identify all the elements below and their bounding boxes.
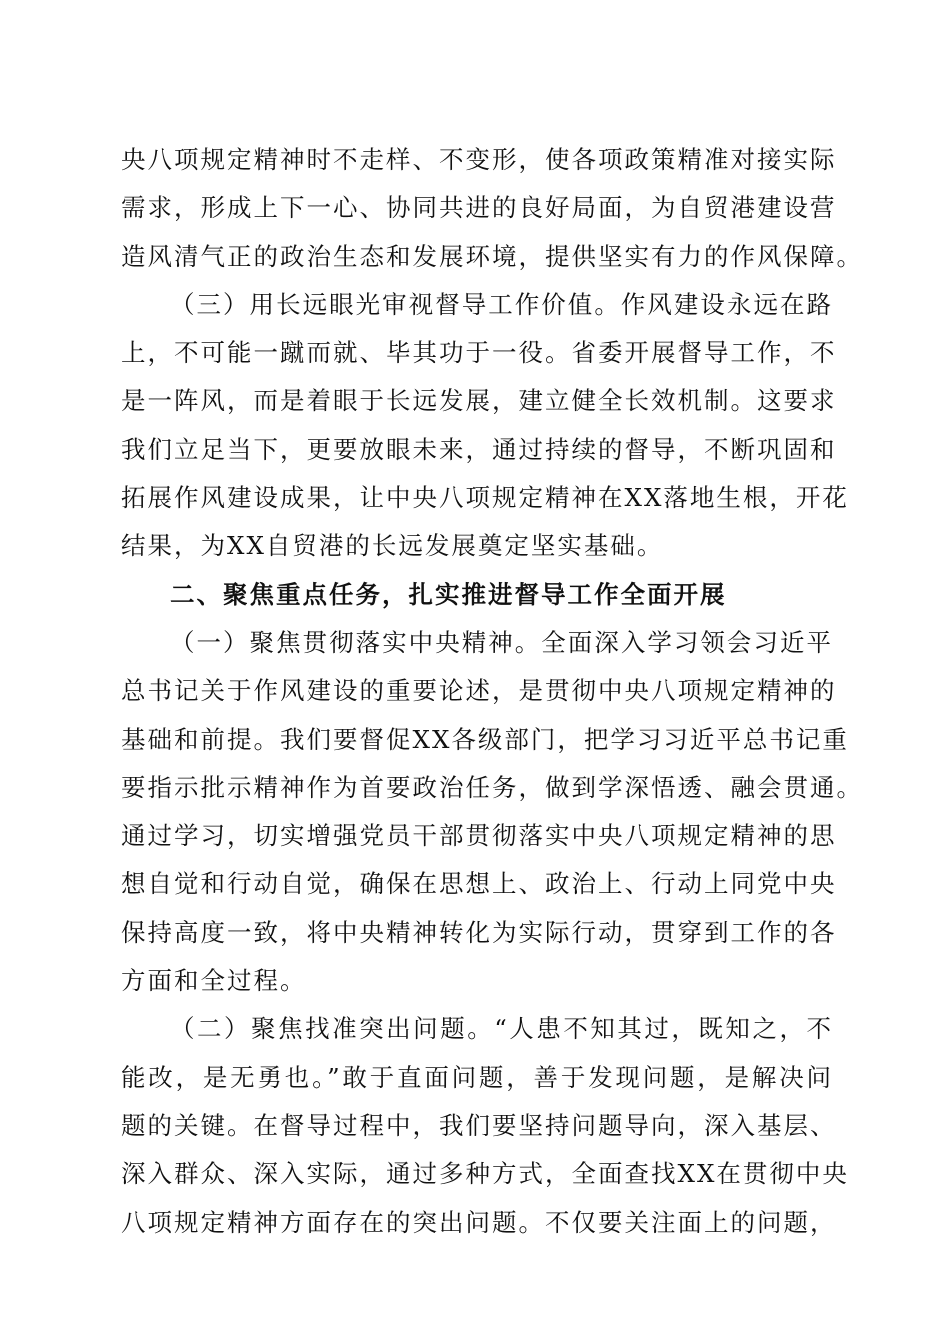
- text-line: （三）用长远眼光审视督导工作价值。作风建设永远在路: [170, 289, 833, 319]
- body-text: [121, 136, 863, 1247]
- text-line: 想自觉和行动自觉，确保在思想上、政治上、行动上同党中央: [121, 869, 837, 899]
- text-line: 结果，为XX自贸港的长远发展奠定坚实基础。: [121, 531, 664, 561]
- text-line: 上，不可能一蹴而就、毕其功于一役。省委开展督导工作，不: [121, 338, 837, 368]
- text-line: （一）聚焦贯彻落实中央精神。全面深入学习领会习近平: [170, 627, 833, 657]
- text-line: （二）聚焦找准突出问题。“人患不知其过，既知之，不: [170, 1014, 833, 1044]
- section-heading: 二、聚焦重点任务，扎实推进督导工作全面开展: [170, 579, 727, 609]
- text-line: 八项规定精神方面存在的突出问题。不仅要关注面上的问题，: [121, 1207, 837, 1237]
- text-line: 要指示批示精神作为首要政治任务，做到学深悟透、融会贯通。: [121, 772, 863, 802]
- text-line: 题的关键。在督导过程中，我们要坚持问题导向，深入基层、: [121, 1110, 837, 1140]
- text-line: 央八项规定精神时不走样、不变形，使各项政策精准对接实际: [121, 145, 837, 174]
- text-line: 我们立足当下，更要放眼未来，通过持续的督导，不断巩固和: [121, 434, 837, 464]
- text-line: 总书记关于作风建设的重要论述，是贯彻中央八项规定精神的: [121, 676, 837, 706]
- text-line: 拓展作风建设成果，让中央八项规定精神在XX落地生根，开花: [121, 483, 849, 513]
- text-line: 通过学习，切实增强党员干部贯彻落实中央八项规定精神的思: [121, 821, 837, 851]
- text-line: 能改，是无勇也。”敢于直面问题，善于发现问题，是解决问: [121, 1062, 833, 1092]
- text-line: 需求，形成上下一心、协同共进的良好局面，为自贸港建设营: [121, 193, 837, 223]
- text-line: 造风清气正的政治生态和发展环境，提供坚实有力的作风保障。: [121, 241, 863, 271]
- text-line: 基础和前提。我们要督促XX各级部门，把学习习近平总书记重: [121, 724, 849, 754]
- text-line: 深入群众、深入实际，通过多种方式，全面查找XX在贯彻中央: [121, 1159, 849, 1189]
- text-line: 方面和全过程。: [121, 966, 307, 996]
- text-line: 是一阵风，而是着眼于长远发展，建立健全长效机制。这要求: [121, 386, 837, 416]
- text-line: 保持高度一致，将中央精神转化为实际行动，贯穿到工作的各: [121, 917, 837, 947]
